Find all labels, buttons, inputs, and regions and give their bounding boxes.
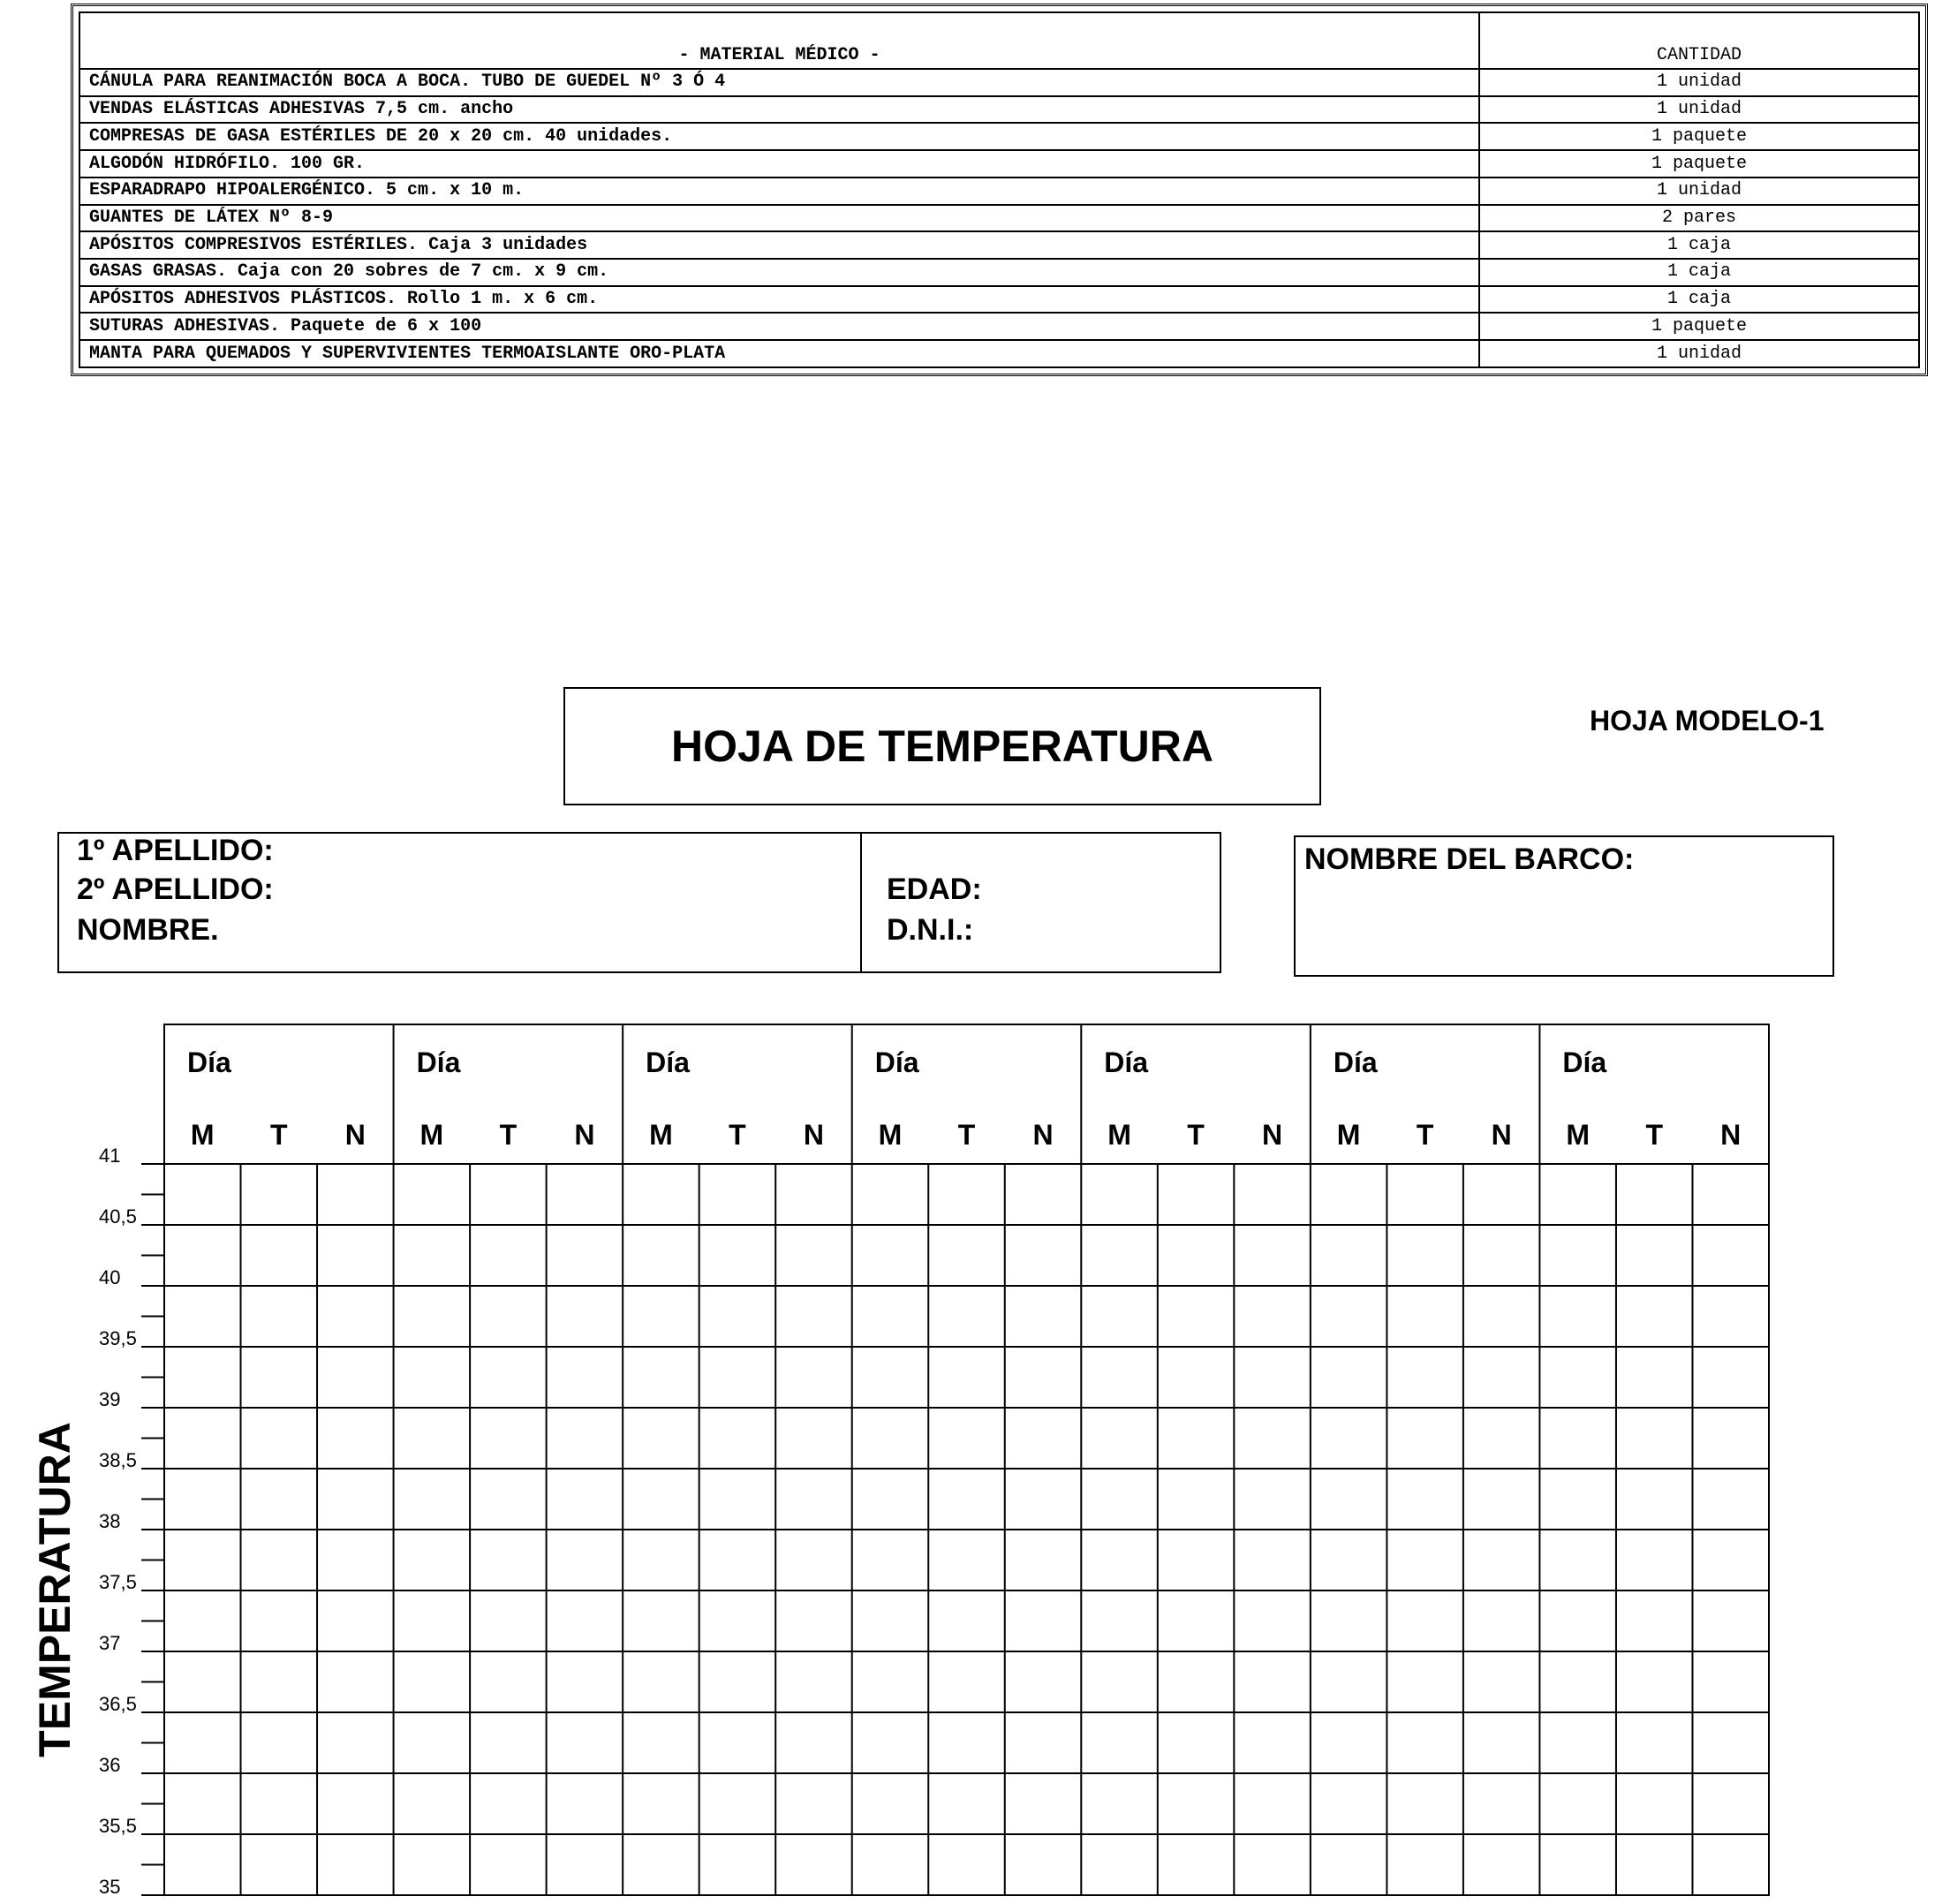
- y-axis-label: TEMPERATURA: [30, 1422, 79, 1757]
- day-label: Día: [874, 1046, 919, 1078]
- material-quantity: 1 caja: [1479, 231, 1919, 259]
- shift-label: T: [270, 1119, 288, 1151]
- material-row: [79, 205, 1919, 232]
- day-label: Día: [416, 1046, 461, 1078]
- shift-label: T: [1187, 1119, 1205, 1151]
- material-quantity: 1 unidad: [1479, 340, 1919, 367]
- surname1-label: 1º APELLIDO:: [77, 834, 274, 867]
- material-row: [79, 259, 1919, 286]
- shift-label: M: [419, 1119, 444, 1151]
- material-row: [79, 178, 1919, 205]
- shift-label: N: [344, 1119, 366, 1151]
- material-quantity: 1 paquete: [1479, 313, 1919, 340]
- shift-label: N: [1262, 1119, 1283, 1151]
- table-header-row: [79, 12, 1919, 69]
- day-label: Día: [1333, 1046, 1378, 1078]
- material-description: ESPARADRAPO HIPOALERGÉNICO. 5 cm. x 10 m.: [79, 178, 1479, 205]
- y-tick-label: 35,5: [99, 1815, 137, 1837]
- shift-label: T: [1645, 1119, 1663, 1151]
- y-tick-label: 35: [99, 1876, 121, 1898]
- shift-label: N: [803, 1119, 825, 1151]
- y-tick-label: 36,5: [99, 1693, 137, 1715]
- material-row: [79, 123, 1919, 150]
- material-quantity: 1 caja: [1479, 259, 1919, 286]
- shift-label: M: [649, 1119, 673, 1151]
- material-quantity: 2 pares: [1479, 205, 1919, 232]
- material-description: CÁNULA PARA REANIMACIÓN BOCA A BOCA. TUBO DE GUEDEL Nº 3 Ó 4: [79, 69, 1479, 96]
- material-description: GASAS GRASAS. Caja con 20 sobres de 7 cm. x 9 cm.: [79, 259, 1479, 286]
- dni-label: D.N.I.:: [887, 913, 974, 947]
- material-description: SUTURAS ADHESIVAS. Paquete de 6 x 100: [79, 313, 1479, 340]
- day-label: Día: [646, 1046, 690, 1078]
- material-quantity: 1 caja: [1479, 286, 1919, 314]
- y-tick-label: 37,5: [99, 1571, 137, 1593]
- shift-label: N: [1032, 1119, 1054, 1151]
- day-label: Día: [1562, 1046, 1607, 1078]
- material-description: APÓSITOS COMPRESIVOS ESTÉRILES. Caja 3 unidades: [79, 231, 1479, 259]
- shift-label: T: [729, 1119, 746, 1151]
- y-tick-label: 39,5: [99, 1327, 137, 1349]
- material-row: [79, 96, 1919, 124]
- patient-info-box: [57, 832, 1221, 973]
- shift-label: M: [190, 1119, 215, 1151]
- ship-name-label: NOMBRE DEL BARCO:: [1304, 842, 1635, 876]
- shift-label: N: [1491, 1119, 1512, 1151]
- temperature-chart: [0, 1007, 1942, 1904]
- material-quantity: 1 unidad: [1479, 69, 1919, 96]
- material-row: [79, 231, 1919, 259]
- shift-label: T: [499, 1119, 518, 1151]
- material-row: [79, 150, 1919, 178]
- sheet-title: HOJA DE TEMPERATURA: [671, 722, 1213, 771]
- y-tick-label: 40: [99, 1266, 121, 1288]
- material-description: APÓSITOS ADHESIVOS PLÁSTICOS. Rollo 1 m. x 6 cm.: [79, 286, 1479, 314]
- y-tick-label: 40,5: [99, 1205, 137, 1228]
- sheet-code: HOJA MODELO-1: [1590, 705, 1825, 737]
- material-description: VENDAS ELÁSTICAS ADHESIVAS 7,5 cm. ancho: [79, 96, 1479, 124]
- material-row: [79, 313, 1919, 340]
- material-row: [79, 286, 1919, 314]
- age-label: EDAD:: [887, 873, 982, 906]
- y-tick-label: 36: [99, 1754, 121, 1776]
- material-quantity: 1 paquete: [1479, 123, 1919, 150]
- quantity-header: CANTIDAD: [1479, 12, 1919, 69]
- patient-divider: [860, 834, 862, 971]
- shift-label: M: [878, 1119, 903, 1151]
- day-label: Día: [1104, 1046, 1149, 1078]
- material-description: COMPRESAS DE GASA ESTÉRILES DE 20 x 20 cm. 40 unidades.: [79, 123, 1479, 150]
- material-description: MANTA PARA QUEMADOS Y SUPERVIVIENTES TERMOAISLANTE ORO-PLATA: [79, 340, 1479, 367]
- material-description: ALGODÓN HIDRÓFILO. 100 GR.: [79, 150, 1479, 178]
- shift-label: M: [1107, 1119, 1131, 1151]
- medical-material-grid: [79, 11, 1920, 368]
- material-row: [79, 69, 1919, 96]
- surname2-label: 2º APELLIDO:: [77, 873, 274, 906]
- y-tick-label: 38: [99, 1510, 121, 1532]
- material-quantity: 1 paquete: [1479, 150, 1919, 178]
- material-header: - MATERIAL MÉDICO -: [79, 12, 1479, 69]
- material-description: GUANTES DE LÁTEX Nº 8-9: [79, 205, 1479, 232]
- shift-label: M: [1336, 1119, 1361, 1151]
- day-label: Día: [187, 1046, 231, 1078]
- y-tick-label: 37: [99, 1632, 121, 1654]
- shift-label: T: [1416, 1119, 1434, 1151]
- material-quantity: 1 unidad: [1479, 96, 1919, 124]
- ship-info-box: [1294, 835, 1834, 977]
- material-row: [79, 340, 1919, 367]
- material-quantity: 1 unidad: [1479, 178, 1919, 205]
- shift-label: M: [1566, 1119, 1591, 1151]
- shift-label: T: [957, 1119, 976, 1151]
- sheet-title-box: [563, 687, 1321, 805]
- shift-label: N: [574, 1119, 595, 1151]
- y-tick-label: 38,5: [99, 1449, 137, 1471]
- y-tick-label: 39: [99, 1388, 121, 1410]
- shift-label: N: [1720, 1119, 1742, 1151]
- name-label: NOMBRE.: [77, 913, 219, 947]
- y-tick-label: 41: [99, 1145, 121, 1167]
- medical-material-table: [71, 4, 1928, 376]
